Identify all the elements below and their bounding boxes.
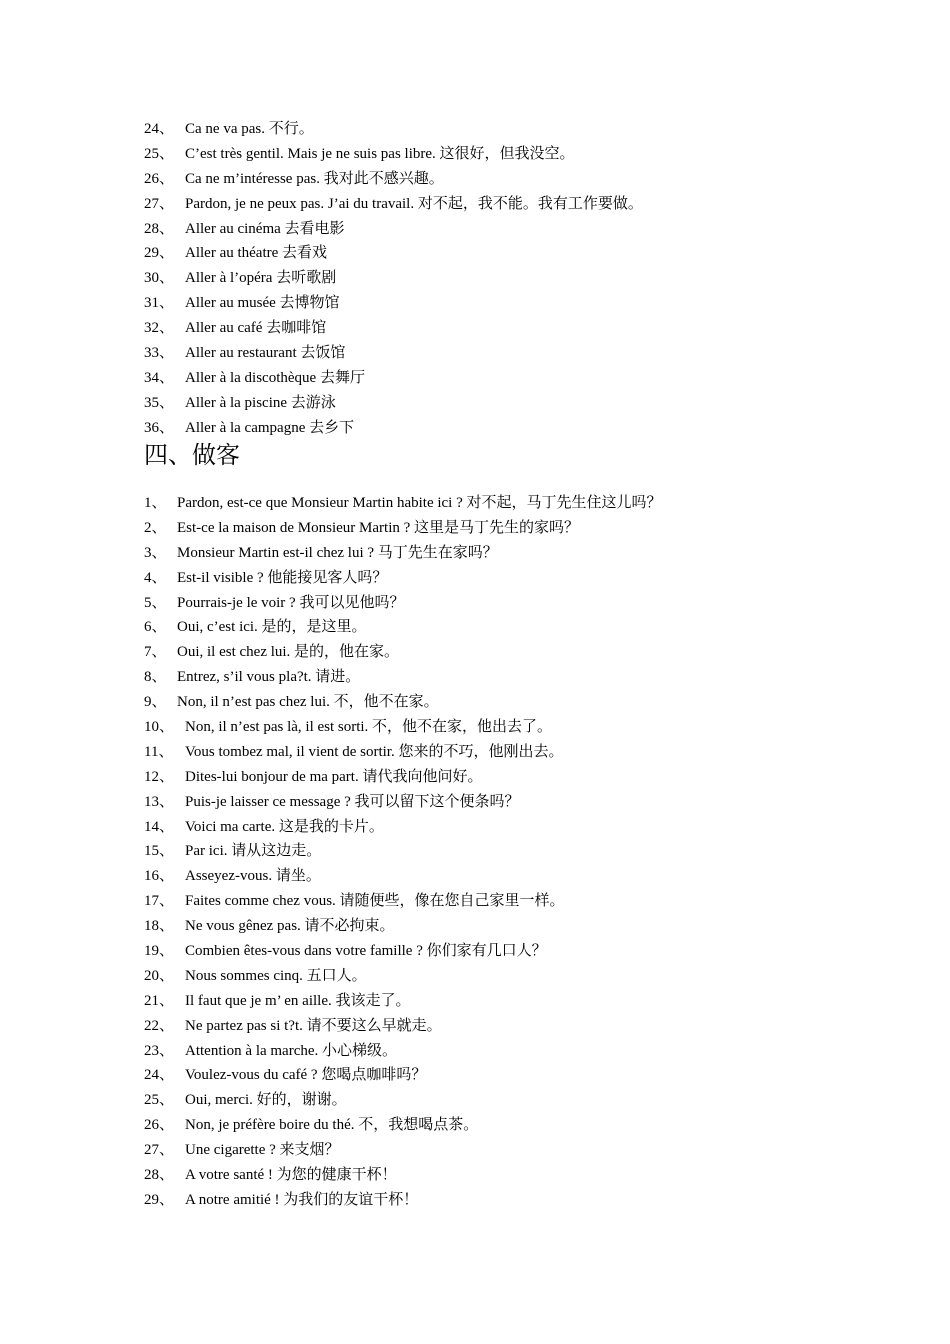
list-item xyxy=(144,839,662,864)
list-item xyxy=(144,740,662,765)
list-item xyxy=(144,117,643,142)
list-item xyxy=(144,640,662,665)
item-text: Aller à l’opéra 去听歌剧 xyxy=(185,270,337,287)
item-text: Pourrais-je le voir ? 我可以见他吗？ xyxy=(177,594,405,611)
item-number: 3、 xyxy=(144,544,167,561)
item-text: Pardon, est-ce que Monsieur Martin habite ici ? 对不起，马丁先生住这儿吗？ xyxy=(177,495,662,511)
item-text: Non, il n’est pas chez lui. 不，他不在家。 xyxy=(177,694,439,711)
item-text: Voulez-vous du café ? 您喝点咖啡吗？ xyxy=(185,1067,427,1084)
list-item xyxy=(144,790,662,815)
list-item xyxy=(144,1163,662,1188)
item-number: 10、 xyxy=(144,719,175,736)
list-item xyxy=(144,541,662,566)
item-number: 34、 xyxy=(144,369,175,386)
item-number: 25、 xyxy=(144,145,175,162)
item-number: 32、 xyxy=(144,320,175,337)
list-item xyxy=(144,241,643,266)
list-item xyxy=(144,341,643,366)
list-item xyxy=(144,1188,662,1213)
item-text: Une cigarette ? 来支烟？ xyxy=(185,1142,340,1159)
item-text: Oui, il est chez lui. 是的，他在家。 xyxy=(177,644,400,661)
item-text: Faites comme chez vous. 请随便些，像在您自己家里一样。 xyxy=(185,893,565,910)
item-text: Oui, c’est ici. 是的，是这里。 xyxy=(177,619,367,636)
item-number: 27、 xyxy=(144,195,175,212)
item-text: Oui, merci. 好的，谢谢。 xyxy=(185,1092,347,1109)
item-number: 6、 xyxy=(144,619,167,636)
list-item xyxy=(144,989,662,1014)
list-item xyxy=(144,1138,662,1163)
item-number: 7、 xyxy=(144,644,167,661)
item-number: 12、 xyxy=(144,768,175,785)
item-text: Pardon, je ne peux pas. J’ai du travail. 对不起，我不能。我有工作要做。 xyxy=(185,195,643,212)
item-number: 2、 xyxy=(144,519,167,536)
list-item xyxy=(144,1039,662,1064)
list-item xyxy=(144,1014,662,1039)
item-text: Aller à la piscine 去游泳 xyxy=(185,394,336,411)
list-item xyxy=(144,1088,662,1113)
list-item xyxy=(144,291,643,316)
item-number: 29、 xyxy=(144,245,175,262)
item-text: Aller au cinéma 去看电影 xyxy=(185,220,345,237)
item-number: 17、 xyxy=(144,893,175,910)
list-item xyxy=(144,889,662,914)
item-text: Monsieur Martin est-il chez lui ? 马丁先生在家吗？ xyxy=(177,544,498,561)
list-item xyxy=(144,192,643,217)
item-number: 33、 xyxy=(144,345,175,362)
phrase-list-visiting xyxy=(144,491,662,1213)
list-item xyxy=(144,665,662,690)
list-item xyxy=(144,366,643,391)
item-number: 5、 xyxy=(144,594,167,611)
item-text: Attention à la marche. 小心梯级。 xyxy=(185,1042,398,1059)
item-number: 26、 xyxy=(144,170,175,187)
item-text: Il faut que je m’ en aille. 我该走了。 xyxy=(185,992,411,1009)
item-text: Non, je préfère boire du thé. 不，我想喝点茶。 xyxy=(185,1117,479,1134)
item-text: Asseyez-vous. 请坐。 xyxy=(185,868,321,885)
item-text: Ne vous gênez pas. 请不必拘束。 xyxy=(185,918,395,935)
item-text: Vous tombez mal, il vient de sortir. 您来的不巧，他刚出去。 xyxy=(185,743,564,760)
item-number: 24、 xyxy=(144,1067,175,1084)
list-item xyxy=(144,1063,662,1088)
item-text: Ca ne va pas. 不行。 xyxy=(185,121,314,137)
item-number: 14、 xyxy=(144,818,175,835)
item-number: 8、 xyxy=(144,669,167,686)
item-text: Par ici. 请从这边走。 xyxy=(185,843,322,860)
item-text: A notre amitié ! 为我们的友谊干杯！ xyxy=(185,1191,419,1208)
item-text: Aller au restaurant 去饭馆 xyxy=(185,345,346,362)
item-number: 20、 xyxy=(144,967,175,984)
item-number: 16、 xyxy=(144,868,175,885)
list-item xyxy=(144,591,662,616)
list-item xyxy=(144,914,662,939)
item-number: 24、 xyxy=(144,121,175,137)
item-text: C’est très gentil. Mais je ne suis pas libre. 这很好，但我没空。 xyxy=(185,145,575,162)
item-number: 21、 xyxy=(144,992,175,1009)
list-item xyxy=(144,167,643,192)
item-text: Entrez, s’il vous pla?t. 请进。 xyxy=(177,669,361,686)
item-number: 26、 xyxy=(144,1117,175,1134)
item-number: 22、 xyxy=(144,1017,175,1034)
item-text: Est-ce la maison de Monsieur Martin ? 这里是马丁先生的家吗？ xyxy=(177,519,580,536)
phrase-list-going-out xyxy=(144,117,643,441)
list-item xyxy=(144,815,662,840)
item-number: 15、 xyxy=(144,843,175,860)
list-item xyxy=(144,864,662,889)
item-text: A votre santé ! 为您的健康干杯！ xyxy=(185,1167,397,1184)
item-text: Aller au musée 去博物馆 xyxy=(185,295,340,312)
item-text: Ca ne m’intéresse pas. 我对此不感兴趣。 xyxy=(185,170,444,187)
list-item xyxy=(144,690,662,715)
list-item xyxy=(144,416,643,441)
item-number: 31、 xyxy=(144,295,175,312)
item-text: Non, il n’est pas là, il est sorti. 不，他不在家，他出去了。 xyxy=(185,719,553,736)
list-item xyxy=(144,316,643,341)
list-item xyxy=(144,615,662,640)
list-item xyxy=(144,715,662,740)
item-number: 4、 xyxy=(144,569,167,586)
item-number: 30、 xyxy=(144,270,175,287)
list-item xyxy=(144,566,662,591)
item-number: 11、 xyxy=(144,743,174,760)
item-number: 28、 xyxy=(144,1167,175,1184)
item-number: 23、 xyxy=(144,1042,175,1059)
list-item xyxy=(144,939,662,964)
list-item xyxy=(144,217,643,242)
list-item xyxy=(144,142,643,167)
item-number: 36、 xyxy=(144,419,175,436)
item-text: Voici ma carte. 这是我的卡片。 xyxy=(185,818,384,835)
item-text: Est-il visible ? 他能接见客人吗？ xyxy=(177,569,388,586)
list-item xyxy=(144,765,662,790)
item-text: Dites-lui bonjour de ma part. 请代我向他问好。 xyxy=(185,768,483,785)
item-text: Ne partez pas si t?t. 请不要这么早就走。 xyxy=(185,1017,442,1034)
item-number: 1、 xyxy=(144,495,167,511)
item-number: 19、 xyxy=(144,943,175,960)
list-item xyxy=(144,491,662,516)
item-number: 27、 xyxy=(144,1142,175,1159)
item-number: 28、 xyxy=(144,220,175,237)
section-heading: 四、做客 xyxy=(144,443,240,469)
item-text: Aller à la discothèque 去舞厅 xyxy=(185,369,365,386)
item-text: Aller au théatre 去看戏 xyxy=(185,245,328,262)
list-item xyxy=(144,391,643,416)
item-number: 13、 xyxy=(144,793,175,810)
item-text: Aller au café 去咖啡馆 xyxy=(185,320,327,337)
item-number: 9、 xyxy=(144,694,167,711)
item-text: Nous sommes cinq. 五口人。 xyxy=(185,967,367,984)
list-item xyxy=(144,266,643,291)
item-number: 25、 xyxy=(144,1092,175,1109)
item-number: 35、 xyxy=(144,394,175,411)
item-number: 29、 xyxy=(144,1191,175,1208)
item-number: 18、 xyxy=(144,918,175,935)
item-text: Puis-je laisser ce message ? 我可以留下这个便条吗？ xyxy=(185,793,520,810)
item-text: Aller à la campagne 去乡下 xyxy=(185,419,355,436)
list-item xyxy=(144,1113,662,1138)
list-item xyxy=(144,964,662,989)
list-item xyxy=(144,516,662,541)
item-text: Combien êtes-vous dans votre famille ? 你们家有几口人？ xyxy=(185,943,547,960)
